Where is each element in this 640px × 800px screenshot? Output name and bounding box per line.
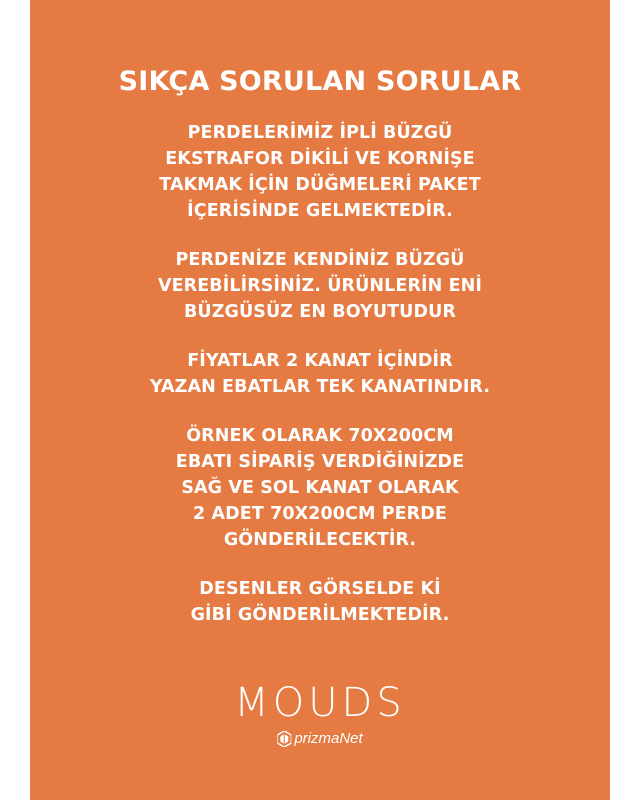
- faq-line: İÇERİSİNDE GELMEKTEDİR.: [187, 201, 453, 221]
- faq-line: TAKMAK İÇİN DÜĞMELERİ PAKET: [159, 175, 481, 195]
- prizmanet-text: prizmaNet: [294, 730, 363, 747]
- faq-block-4: [30, 423, 610, 553]
- faq-line: GİBİ GÖNDERİLMEKTEDİR.: [190, 605, 450, 625]
- faq-line: EKSTRAFOR DİKİLİ VE KORNİŞE: [165, 149, 475, 169]
- faq-list: [30, 120, 610, 651]
- faq-block-2: [30, 247, 610, 325]
- brand-logo: [30, 680, 610, 760]
- faq-line: FİYATLAR 2 KANAT İÇİNDİR: [187, 351, 453, 371]
- faq-line: GÖNDERİLECEKTİR.: [223, 530, 417, 550]
- mouds-wordmark: MOUDS: [234, 680, 406, 726]
- faq-block-3: [30, 348, 610, 400]
- prizma-logo-icon: [277, 731, 291, 747]
- faq-line: DESENLER GÖRSELDE Kİ: [199, 579, 441, 599]
- faq-poster: [30, 0, 610, 800]
- faq-line: PERDELERİMİZ İPLİ BÜZGÜ: [187, 123, 453, 143]
- faq-block-1: [30, 120, 610, 224]
- faq-block-5: [30, 576, 610, 628]
- faq-line: YAZAN EBATLAR TEK KANATINDIR.: [149, 377, 491, 397]
- poster-title: SIKÇA SORULAN SORULAR: [118, 66, 522, 97]
- faq-line: ÖRNEK OLARAK 70X200CM: [186, 426, 454, 446]
- faq-line: VEREBİLİRSİNİZ. ÜRÜNLERİN ENİ: [157, 276, 482, 296]
- faq-line: EBATI SİPARİŞ VERDİĞİNİZDE: [175, 452, 465, 472]
- faq-line: PERDENİZE KENDİNİZ BÜZGÜ: [175, 250, 465, 270]
- prizmanet-brand: [277, 730, 362, 748]
- faq-line: BÜZGÜSÜZ EN BOYUTUDUR: [183, 302, 457, 322]
- faq-line: SAĞ VE SOL KANAT OLARAK: [181, 478, 459, 498]
- faq-line: 2 ADET 70X200CM PERDE: [193, 504, 447, 524]
